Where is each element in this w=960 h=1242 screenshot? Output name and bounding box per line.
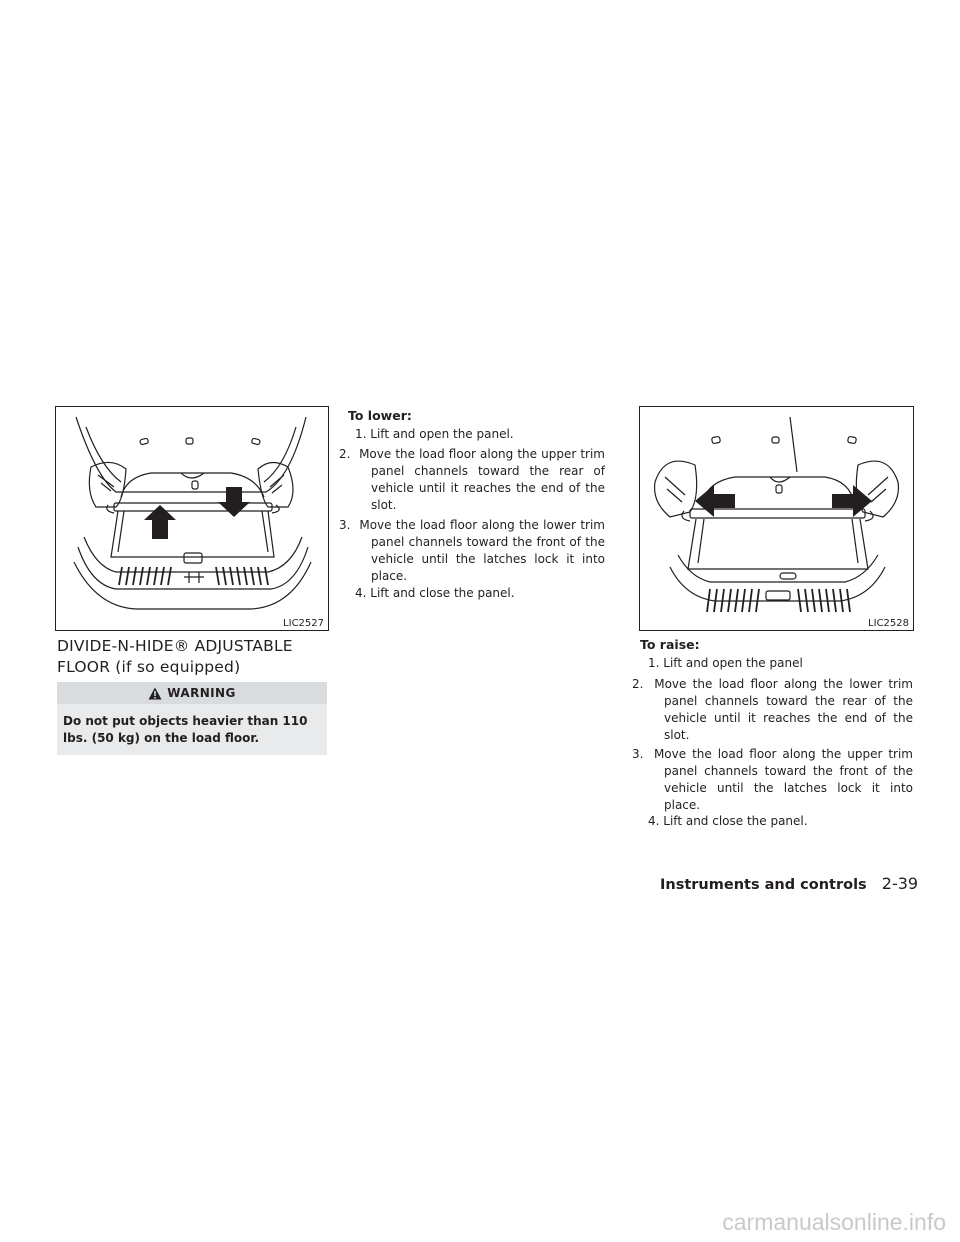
cargo-floor-lower-illustration	[639, 406, 914, 631]
figure-code: LIC2527	[283, 618, 324, 629]
lower-step-4: 4. Lift and close the panel.	[355, 586, 515, 600]
raise-step-1: 1. Lift and open the panel	[648, 656, 803, 670]
warning-title: WARNING	[167, 686, 236, 700]
page-number: 2-39	[881, 874, 919, 893]
heading-line-2: FLOOR (if so equipped)	[57, 658, 241, 676]
warning-box	[57, 682, 327, 755]
lower-step-2: 2. Move the load floor along the upper trim panel channels toward the rear of vehicle until it reaches the end of the slot.	[339, 447, 605, 512]
heading-line-1: DIVIDE-N-HIDE® ADJUSTABLE	[57, 637, 293, 655]
raise-step-3: 3. Move the load floor along the upper trim panel channels toward the front of the vehicle until the latches lock it into place.	[632, 747, 913, 812]
warning-text: Do not put objects heavier than 110 lbs. (50 kg) on the load floor.	[57, 704, 327, 755]
warning-triangle-icon	[148, 687, 162, 700]
warning-header	[57, 682, 327, 704]
cargo-area-drawing	[56, 407, 328, 630]
lower-step-1: 1. Lift and open the panel.	[355, 427, 514, 441]
arrow-left-icon	[695, 485, 735, 517]
raise-step-2: 2. Move the load floor along the lower trim panel channels toward the rear of the vehicle until it reaches the end of the slot.	[632, 677, 913, 742]
lower-step-3: 3. Move the load floor along the lower trim panel channels toward the front of the vehicle until the latches lock it into place.	[339, 518, 605, 583]
cargo-floor-raise-illustration	[55, 406, 329, 631]
to-raise-title: To raise:	[640, 637, 700, 652]
footer-section-title: Instruments and controls	[660, 877, 867, 893]
page-footer	[660, 874, 919, 893]
figure-code: LIC2528	[868, 618, 909, 629]
section-heading	[57, 636, 337, 678]
arrow-up-icon	[144, 505, 176, 539]
to-lower-title: To lower:	[348, 408, 412, 423]
raise-step-4: 4. Lift and close the panel.	[648, 814, 808, 828]
cargo-area-drawing	[640, 407, 913, 630]
watermark: carmanualsonline.info	[722, 1209, 946, 1235]
